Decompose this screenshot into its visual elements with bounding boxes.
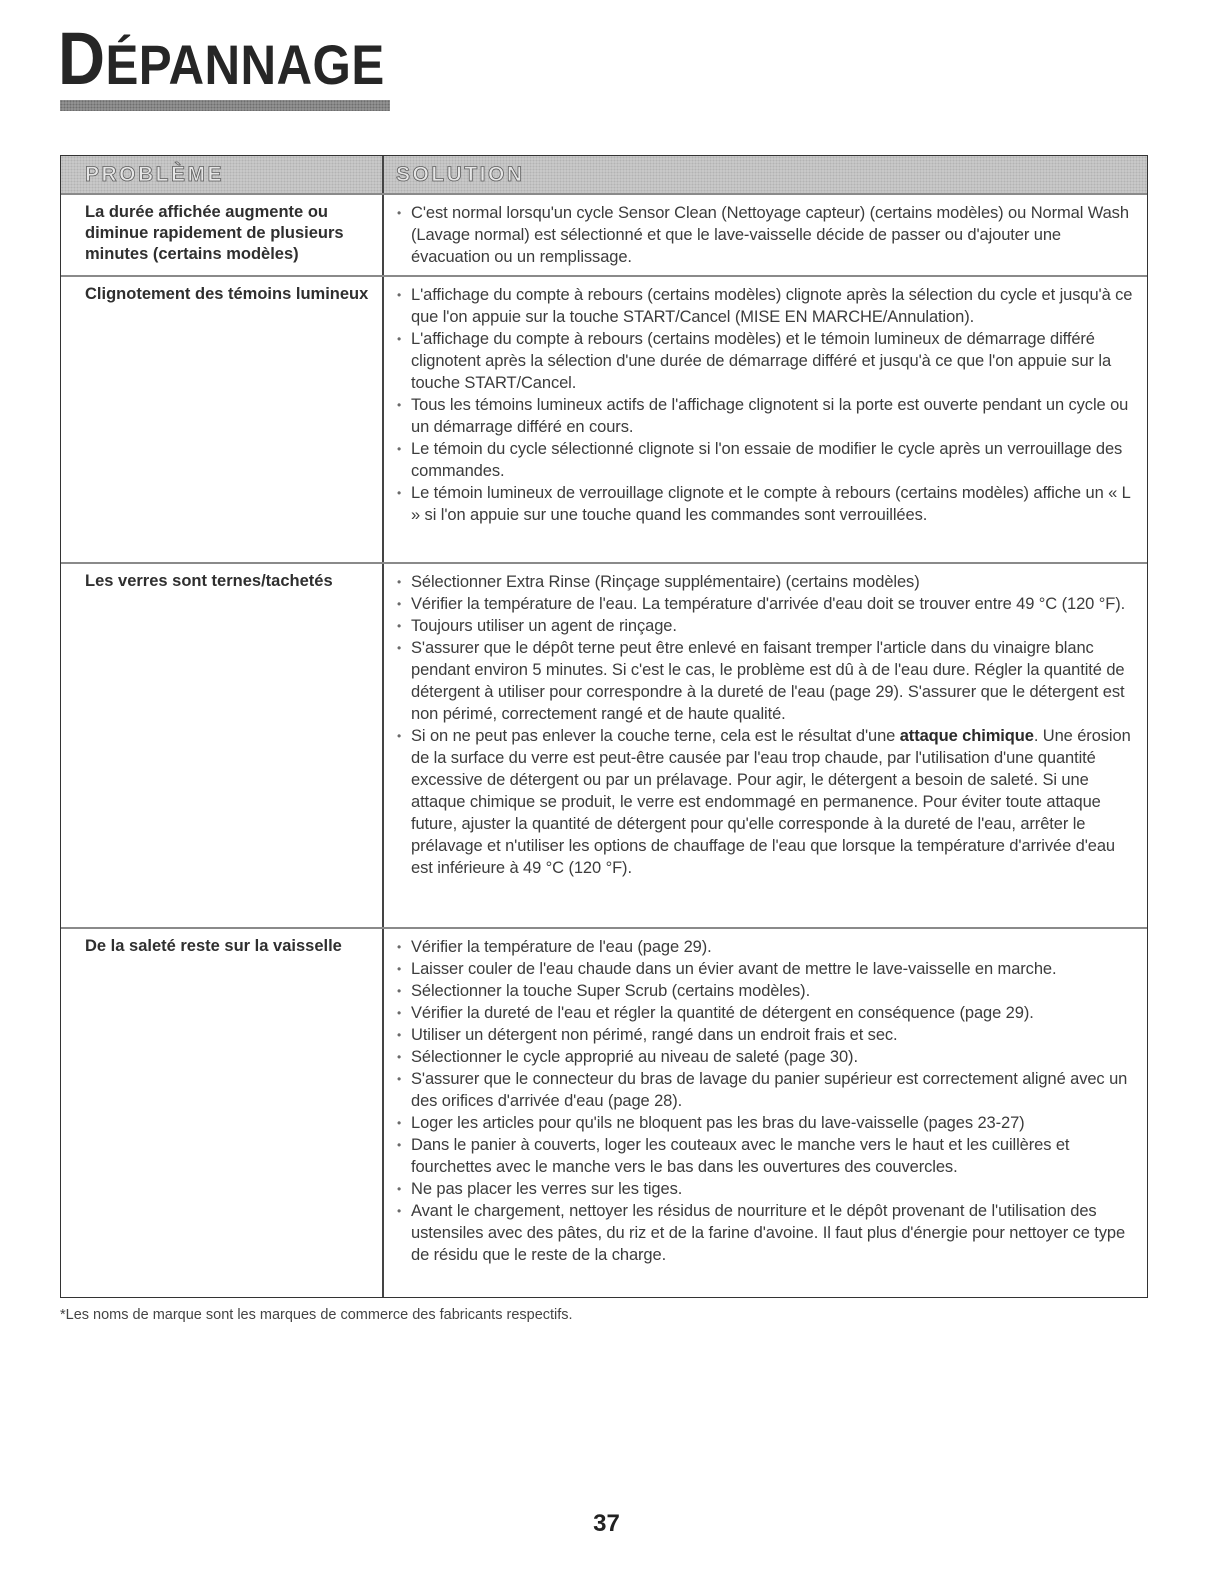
problem-cell: La durée affichée augmente ou diminue rapidement de plusieurs minutes (certains modèles) [61, 195, 384, 275]
solution-item: • Sélectionner la touche Super Scrub (certains modèles). [396, 980, 1133, 1002]
table-row [61, 927, 1147, 1297]
page-number: 37 [593, 1510, 620, 1537]
solution-list [396, 202, 1133, 268]
table-row [61, 275, 1147, 562]
title-underline-bar [60, 100, 390, 111]
solution-item: • Loger les articles pour qu'ils ne bloquent pas les bras du lave-vaisselle (pages 23-27) [396, 1112, 1133, 1134]
solution-item: • Vérifier la température de l'eau. La température d'arrivée d'eau doit se trouver entre 49 °C (120 °F). [396, 593, 1133, 615]
solution-cell [384, 564, 1147, 927]
solution-item: • Sélectionner Extra Rinse (Rinçage supplémentaire) (certains modèles) [396, 571, 1133, 593]
solution-item: • L'affichage du compte à rebours (certains modèles) et le témoin lumineux de démarrage différé clignotent après la sélection d'une durée de démarrage différé et jusqu'à ce que l'on appuie sur la touche START/Cancel. [396, 328, 1133, 394]
solution-item: • S'assurer que le dépôt terne peut être enlevé en faisant tremper l'article dans du vinaigre blanc pendant environ 5 minutes. Si c'est le cas, le problème est dû à de l'eau dure. Régler la quantité de détergent à utiliser pour correspondre à la dureté de l'eau (page 29). S'assurer que le détergent est non périmé, correctement rangé et de haute qualité. [396, 637, 1133, 725]
solution-list [396, 936, 1133, 1266]
solution-text-after: . Une érosion de la surface du verre est peut-être causée par l'eau trop chaude, par l'utilisation d'une quantité excessive de détergent ou par un prélavage. Pour agir, le détergent a besoin de saleté. Si une attaque chimique se produit, le verre est endommagé en permanence. Pour éviter toute attaque future, ajuster la quantité de détergent pour qu'elle corresponde à la dureté de l'eau, arrêter le prélavage et n'utiliser les options de chauffage de l'eau que lorsque la température d'arrivée d'eau est inférieure à 49 °C (120 °F). [411, 727, 1131, 877]
column-header-problem: PROBLÈME [61, 156, 384, 193]
solution-item: • L'affichage du compte à rebours (certains modèles) clignote après la sélection du cycle et jusqu'à ce que l'on appuie sur la touche START/Cancel (MISE EN MARCHE/Annulation). [396, 284, 1133, 328]
solution-item: • Tous les témoins lumineux actifs de l'affichage clignotent si la porte est ouverte pendant un cycle ou un démarrage différé en cours. [396, 394, 1133, 438]
troubleshooting-table [60, 155, 1148, 1298]
trademark-footnote: *Les noms de marque sont les marques de commerce des fabricants respectifs. [60, 1307, 573, 1323]
solution-item [396, 725, 1133, 879]
solution-item: • Vérifier la température de l'eau (page 29). [396, 936, 1133, 958]
problem-cell: Clignotement des témoins lumineux [61, 277, 384, 562]
solution-item: • Sélectionner le cycle approprié au niveau de saleté (page 30). [396, 1046, 1133, 1068]
table-row [61, 562, 1147, 927]
solution-item: • Ne pas placer les verres sur les tiges. [396, 1178, 1133, 1200]
solution-item: • S'assurer que le connecteur du bras de lavage du panier supérieur est correctement aligné avec un des orifices d'arrivée d'eau (page 28). [396, 1068, 1133, 1112]
problem-cell: Les verres sont ternes/tachetés [61, 564, 384, 927]
solution-cell [384, 195, 1147, 275]
solution-list [396, 571, 1133, 879]
solution-item: • Avant le chargement, nettoyer les résidus de nourriture et le dépôt provenant de l'utilisation des ustensiles avec des pâtes, du riz et de la farine d'avoine. Il faut plus d'énergie pour nettoyer ce type de résidu que le reste de la charge. [396, 1200, 1133, 1266]
solution-item: • Toujours utiliser un agent de rinçage. [396, 615, 1133, 637]
column-header-solution: SOLUTION [396, 162, 525, 186]
solution-item: • C'est normal lorsqu'un cycle Sensor Clean (Nettoyage capteur) (certains modèles) ou Normal Wash (Lavage normal) est sélectionné et que le lave-vaisselle décide de passer ou d'ajouter une évacuation ou un remplissage. [396, 202, 1133, 268]
solution-text-before: Si on ne peut pas enlever la couche terne, cela est le résultat d'une [411, 727, 900, 745]
solution-item: • Vérifier la dureté de l'eau et régler la quantité de détergent en conséquence (page 29). [396, 1002, 1133, 1024]
table-row [61, 193, 1147, 275]
solution-item: • Le témoin lumineux de verrouillage clignote et le compte à rebours (certains modèles) affiche un « L » si l'on appuie sur une touche quand les commandes sont verrouillées. [396, 482, 1133, 526]
solution-item: • Dans le panier à couverts, loger les couteaux avec le manche vers le haut et les cuillères et fourchettes avec le manche vers le bas dans les ouvertures des couvercles. [396, 1134, 1133, 1178]
solution-cell [384, 929, 1147, 1297]
solution-item: • Laisser couler de l'eau chaude dans un évier avant de mettre le lave-vaisselle en marche. [396, 958, 1133, 980]
solution-item: • Le témoin du cycle sélectionné clignote si l'on essaie de modifier le cycle après un verrouillage des commandes. [396, 438, 1133, 482]
solution-item: • Utiliser un détergent non périmé, rangé dans un endroit frais et sec. [396, 1024, 1133, 1046]
content-area [60, 155, 1148, 1324]
table-header-row [61, 156, 1147, 193]
page-title: DÉPANNAGE [58, 17, 385, 100]
emphasis-text: attaque chimique [899, 727, 1034, 745]
problem-cell: De la saleté reste sur la vaisselle [61, 929, 384, 1297]
solution-list [396, 284, 1133, 526]
solution-cell [384, 277, 1147, 562]
